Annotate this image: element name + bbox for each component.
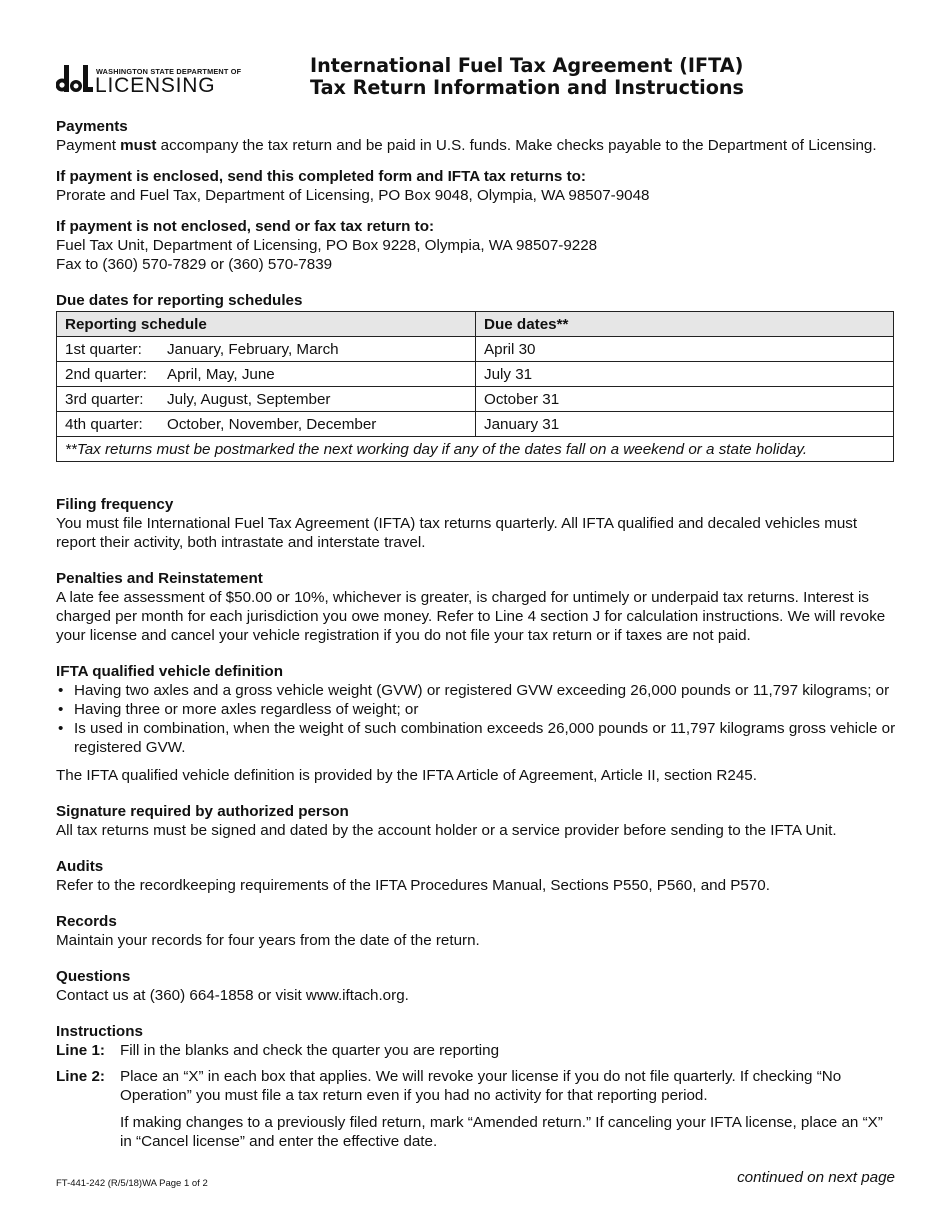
audits-heading: Audits [56, 858, 104, 875]
vehicle-definition-heading: IFTA qualified vehicle definition [56, 663, 283, 680]
logo-department-text: WASHINGTON STATE DEPARTMENT OF [96, 67, 242, 76]
filing-frequency-text: You must file International Fuel Tax Agreement (IFTA) tax returns quarterly. All IFTA qualified and decaled vehicles must report their activity, both intrastate and interstate travel. [56, 515, 858, 551]
table-header-row [57, 312, 894, 337]
line-2-text-2: If making changes to a previously filed return, mark “Amended return.” If canceling your IFTA license, place an “X” in “Cancel license” and enter the effective date. [120, 1114, 883, 1150]
dol-logo [56, 62, 242, 97]
filing-frequency-heading: Filing frequency [56, 496, 174, 513]
line-1-label: Line 1: [56, 1042, 105, 1059]
payments-text-bold: must [120, 137, 157, 154]
payment-not-enclosed-address: Fuel Tax Unit, Department of Licensing, PO Box 9228, Olympia, WA 98507-9228 [56, 237, 598, 254]
payment-not-enclosed-section [56, 217, 896, 274]
table-row [57, 337, 894, 362]
payments-text-start: Payment [56, 137, 121, 154]
questions-text: Contact us at (360) 664-1858 or visit www.iftach.org. [56, 987, 409, 1004]
logo-licensing-text: LICENSING [95, 74, 216, 97]
payment-enclosed-heading: If payment is enclosed, send this completed form and IFTA tax returns to: [56, 168, 586, 185]
dol-logo-icon [56, 62, 94, 94]
quarter-label: 1st quarter: [65, 340, 142, 358]
quarter-label: 4th quarter: [65, 415, 143, 433]
table-row [57, 387, 894, 412]
quarter-months: October, November, December [167, 415, 377, 433]
table-row [57, 412, 894, 437]
line-2-label: Line 2: [56, 1068, 105, 1085]
line-2-text-1: Place an “X” in each box that applies. We will revoke your license if you do not file quarterly. If checking “No Operation” you must file a tax return even if you had no activity for that reporting period. [120, 1068, 842, 1104]
list-item: • Having three or more axles regardless of weight; or [56, 700, 896, 719]
records-heading: Records [56, 913, 117, 930]
vehicle-definition-list [56, 681, 896, 757]
due-date-cell: October 31 [476, 387, 894, 412]
vehicle-definition-section [56, 662, 896, 785]
page-title [310, 55, 744, 99]
penalties-section [56, 569, 896, 645]
line-1-text: Fill in the blanks and check the quarter you are reporting [120, 1042, 500, 1059]
line-2-body [120, 1067, 896, 1151]
title-line-1: International Fuel Tax Agreement (IFTA) [310, 54, 744, 77]
vehicle-definition-note: The IFTA qualified vehicle definition is provided by the IFTA Article of Agreement, Article II, section R245. [56, 767, 757, 784]
instruction-line-2 [56, 1067, 896, 1151]
signature-heading: Signature required by authorized person [56, 803, 349, 820]
quarter-months: April, May, June [167, 365, 275, 383]
continued-note: continued on next page [737, 1169, 895, 1186]
instruction-line-1 [56, 1041, 896, 1060]
quarter-label: 2nd quarter: [65, 365, 147, 383]
col-reporting-schedule: Reporting schedule [57, 312, 476, 337]
signature-section [56, 802, 896, 840]
table-note-row [57, 437, 894, 462]
due-dates-note: **Tax returns must be postmarked the next working day if any of the dates fall on a weekend or a state holiday. [57, 437, 894, 462]
schedule-cell [57, 362, 476, 387]
schedule-cell [57, 412, 476, 437]
list-item: • Having two axles and a gross vehicle weight (GVW) or registered GVW exceeding 26,000 pounds or 11,797 kilograms; or [56, 681, 896, 700]
list-item: • Is used in combination, when the weight of such combination exceeds 26,000 pounds or 11,797 kilograms gross vehicle or registered GVW. [56, 719, 896, 757]
quarter-months: January, February, March [167, 340, 339, 358]
fax-numbers: Fax to (360) 570-7829 or (360) 570-7839 [56, 256, 333, 273]
signature-text: All tax returns must be signed and dated by the account holder or a service provider before sending to the IFTA Unit. [56, 822, 837, 839]
payment-enclosed-section [56, 167, 896, 205]
schedule-cell [57, 387, 476, 412]
instructions-heading: Instructions [56, 1023, 143, 1040]
document-content [56, 117, 896, 1158]
title-line-2: Tax Return Information and Instructions [310, 76, 744, 99]
col-due-dates: Due dates** [476, 312, 894, 337]
payment-enclosed-address: Prorate and Fuel Tax, Department of Licensing, PO Box 9048, Olympia, WA 98507-9048 [56, 187, 650, 204]
records-text: Maintain your records for four years from the date of the return. [56, 932, 480, 949]
audits-text: Refer to the recordkeeping requirements of the IFTA Procedures Manual, Sections P550, P560, and P570. [56, 877, 770, 894]
payments-heading: Payments [56, 118, 128, 135]
penalties-text: A late fee assessment of $50.00 or 10%, whichever is greater, is charged for untimely or underpaid tax returns. Interest is charged per month for each jurisdiction you owe money. Refer to Line 4 section J for calculation instructions. We will revoke your license and cancel your vehicle registration if you do not file your tax return or if taxes are not paid. [56, 589, 886, 644]
penalties-heading: Penalties and Reinstatement [56, 570, 263, 587]
payments-text-end: accompany the tax return and be paid in U.S. funds. Make checks payable to the Department of Licensing. [156, 137, 877, 154]
due-dates-heading: Due dates for reporting schedules [56, 292, 303, 309]
form-code: FT-441-242 (R/5/18)WA Page 1 of 2 [56, 1178, 208, 1189]
payment-not-enclosed-heading: If payment is not enclosed, send or fax tax return to: [56, 218, 435, 235]
questions-section [56, 967, 896, 1005]
schedule-cell [57, 337, 476, 362]
due-dates-table [56, 311, 894, 462]
instructions-section [56, 1022, 896, 1151]
table-row [57, 362, 894, 387]
quarter-label: 3rd quarter: [65, 390, 144, 408]
payments-section [56, 117, 896, 155]
quarter-months: July, August, September [167, 390, 331, 408]
questions-heading: Questions [56, 968, 131, 985]
records-section [56, 912, 896, 950]
filing-frequency-section [56, 495, 896, 552]
audits-section [56, 857, 896, 895]
payments-text [56, 136, 896, 155]
due-date-cell: April 30 [476, 337, 894, 362]
due-date-cell: July 31 [476, 362, 894, 387]
due-date-cell: January 31 [476, 412, 894, 437]
due-dates-section [56, 291, 896, 462]
